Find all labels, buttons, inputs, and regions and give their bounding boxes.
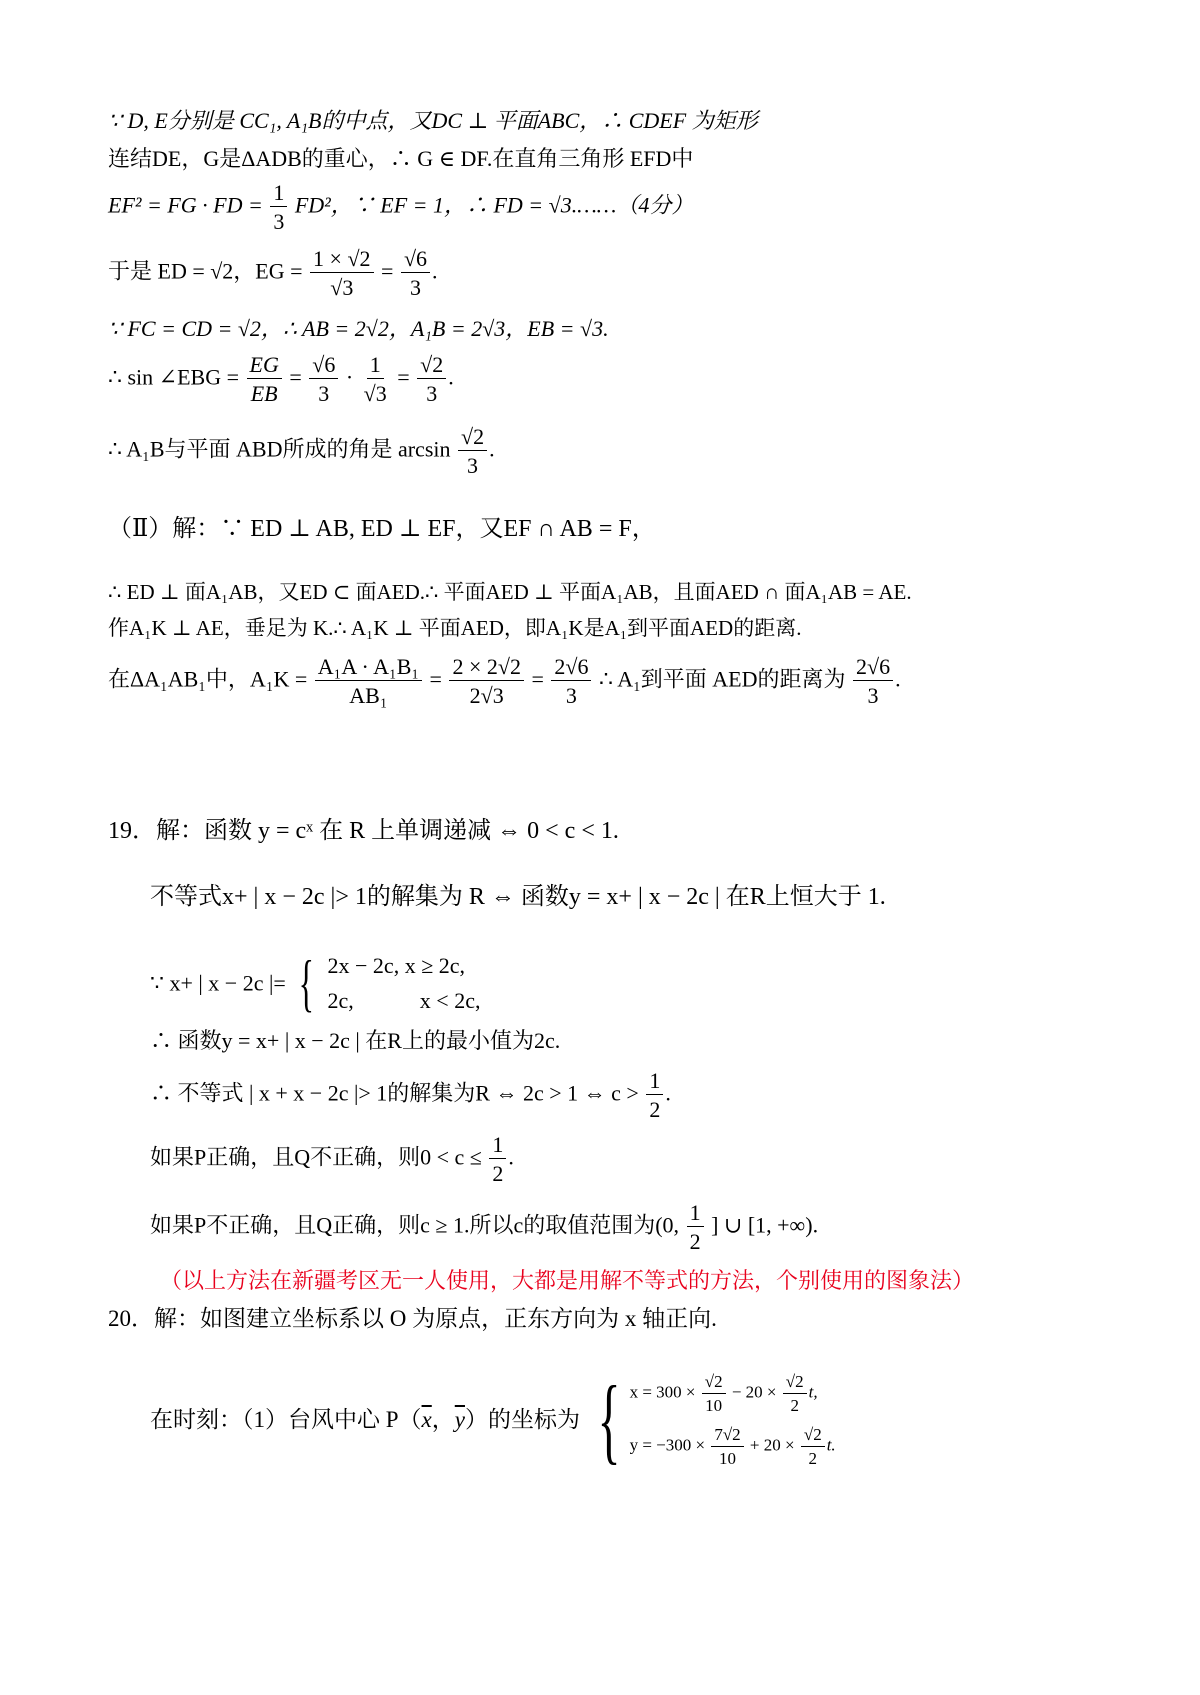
numerator: A₁A · A₁B₁ bbox=[315, 654, 422, 681]
formula-line: ∴ 不等式 | x + x − 2c |> 1的解集为R ⇔ 2c > 1 ⇔ c > $\frac{1}{2}$ . bbox=[150, 1068, 671, 1123]
numerator: √2 bbox=[458, 424, 487, 451]
denominator: 3 bbox=[467, 453, 479, 479]
numerator: 1 bbox=[646, 1068, 663, 1095]
formula-line: ∴ sin ∠EBG = $\frac{EG}{EB}$ = $\frac{√6}{3}$ · $\frac{1}{√3}$ = $\frac{√2}{3}$ . bbox=[108, 352, 454, 407]
denominator: EB bbox=[250, 381, 278, 407]
formula-text: + 20 × bbox=[749, 1435, 795, 1455]
formula-text: t, bbox=[808, 1382, 818, 1402]
formula-text: 如果P正确，且Q不正确，则0 < c ≤ bbox=[150, 1144, 482, 1170]
fraction bbox=[361, 352, 390, 407]
numerator: EG bbox=[247, 352, 282, 379]
formula-line: ∴ A₁B与平面 ABD所成的角是 arcsin $\frac{√2}{3}$ . bbox=[108, 424, 495, 479]
denominator: 2 bbox=[689, 1229, 701, 1255]
numerator: √2 bbox=[702, 1372, 726, 1394]
fraction bbox=[247, 352, 282, 407]
text-line: 连结DE，G是ΔADB的重心，∴ G ∈ DF.在直角三角形 EFD中 bbox=[108, 146, 694, 171]
fraction bbox=[309, 352, 338, 407]
brace: { bbox=[298, 947, 315, 1019]
fraction bbox=[646, 1068, 663, 1123]
numerator: 2√6 bbox=[853, 654, 893, 681]
numerator: 1 × √2 bbox=[310, 246, 373, 273]
numerator: 1 bbox=[687, 1200, 704, 1227]
formula-text: 在ΔA₁AB₁中，A₁K = bbox=[108, 666, 313, 692]
denominator: √3 bbox=[363, 381, 387, 407]
brace: { bbox=[597, 1366, 621, 1474]
formula-line bbox=[150, 1200, 818, 1255]
fraction bbox=[315, 654, 422, 709]
numerator: √2 bbox=[417, 352, 446, 379]
denominator: 3 bbox=[426, 381, 438, 407]
formula-text: ）的坐标为 bbox=[464, 1406, 580, 1432]
numerator: √2 bbox=[783, 1372, 807, 1394]
fraction bbox=[449, 654, 523, 709]
numerator: 7√2 bbox=[711, 1425, 743, 1447]
denominator: 10 bbox=[705, 1395, 723, 1415]
denominator: 3 bbox=[318, 381, 330, 407]
text-line: ∴ 函数y = x+ | x − 2c | 在R上的最小值为2c. bbox=[150, 1028, 561, 1053]
fraction bbox=[458, 424, 487, 479]
fraction bbox=[801, 1425, 825, 1468]
problem-19-header: 19．解：函数 y = cˣ 在 R 上单调递减 ⇔ 0 < c < 1. bbox=[108, 818, 619, 844]
fraction bbox=[783, 1372, 807, 1415]
y-equation bbox=[630, 1425, 836, 1468]
denominator: 3 bbox=[409, 275, 421, 301]
numerator: 1 bbox=[367, 352, 384, 379]
text-line: ∵ FC = CD = √2，∴ AB = 2√2，A₁B = 2√3，EB = √3. bbox=[108, 316, 609, 341]
denominator: 3 bbox=[867, 683, 879, 709]
fraction bbox=[270, 180, 287, 235]
x-equation bbox=[630, 1372, 836, 1415]
text-line: 作A₁K ⊥ AE，垂足为 K.∴ A₁K ⊥ 平面AED，即A₁K是A₁到平面AED的距离. bbox=[108, 616, 802, 640]
text-line: ∴ ED ⊥ 面A₁AB，又ED ⊂ 面AED.∴ 平面AED ⊥ 平面A₁AB，且面AED ∩ 面A₁AB = AE. bbox=[108, 580, 912, 604]
formula-text: ∴ A₁B与平面 ABD所成的角是 arcsin bbox=[108, 436, 451, 462]
fraction bbox=[853, 654, 893, 709]
numerator: √6 bbox=[309, 352, 338, 379]
x-bar: $\overline{x}$ bbox=[421, 1406, 432, 1432]
denominator: 2 bbox=[649, 1097, 661, 1123]
denominator: 3 bbox=[565, 683, 577, 709]
denominator: 10 bbox=[719, 1448, 736, 1468]
formula-text: EF² = FG · FD = bbox=[108, 192, 269, 218]
fraction bbox=[687, 1200, 704, 1255]
denominator: 2 bbox=[790, 1395, 799, 1415]
formula-text: − 20 × bbox=[731, 1382, 777, 1402]
piecewise-line bbox=[150, 948, 480, 1018]
piecewise-cases bbox=[328, 948, 481, 1018]
case-line: 2x − 2c, x ≥ 2c, bbox=[327, 953, 466, 978]
text-line: （Ⅱ）解：∵ ED ⊥ AB, ED ⊥ EF，又EF ∩ AB = F， bbox=[108, 516, 656, 542]
formula-line: 在ΔA₁AB₁中，A₁K = $\frac{\text{A₁A · A₁B₁}}{\text{AB₁}}$ = $\frac{2 \times 2√2}{2√3}$ = $\frac{2√6}{3}$ ∴ A₁到平面 AED的距离为 $\frac{2√6}{3}$ . bbox=[108, 654, 901, 709]
denominator: 3 bbox=[273, 209, 285, 235]
fraction bbox=[310, 246, 373, 301]
formula-text: ] ∪ [1, +∞). bbox=[711, 1212, 819, 1238]
text-line: ∵ D, E分别是 CC₁, A₁B的中点，又DC ⊥ 平面ABC，∴ CDEF 为矩形 bbox=[108, 108, 758, 133]
numerator: √2 bbox=[801, 1425, 825, 1447]
numerator: 2 × 2√2 bbox=[449, 654, 523, 681]
problem-20-header: 20．解：如图建立坐标系以 O 为原点，正东方向为 x 轴正向. bbox=[108, 1306, 717, 1331]
formula-text: 于是 ED = √2，EG = bbox=[108, 258, 309, 284]
formula-text: 在时刻：（1）台风中心 P（ bbox=[150, 1406, 422, 1432]
denominator: 2√3 bbox=[469, 683, 504, 709]
formula-line: 如果P正确，且Q不正确，则0 < c ≤ $\frac{1}{2}$ . bbox=[150, 1132, 514, 1187]
y-bar: $\overline{y}$ bbox=[454, 1406, 465, 1432]
formula-text: t. bbox=[826, 1435, 836, 1455]
numerator: √6 bbox=[401, 246, 430, 273]
denominator: 2 bbox=[492, 1161, 504, 1187]
formula-text: ∴ 不等式 | x + x − 2c |> 1的解集为R ⇔ 2c > 1 ⇔ c > bbox=[150, 1080, 639, 1106]
case-line: 2c, x < 2c, bbox=[327, 988, 481, 1014]
coordinate-system bbox=[630, 1372, 836, 1468]
fraction bbox=[417, 352, 446, 407]
denominator: AB₁ bbox=[349, 683, 388, 709]
comma: ， bbox=[431, 1406, 455, 1432]
numerator: 2√6 bbox=[551, 654, 591, 681]
formula-line bbox=[108, 180, 693, 235]
formula-text: 如果P不正确，且Q正确，则c ≥ 1.所以c的取值范围为(0, bbox=[150, 1212, 680, 1238]
fraction bbox=[489, 1132, 506, 1187]
red-note: （以上方法在新疆考区无一人使用，大都是用解不等式的方法，个别使用的图象法） bbox=[160, 1268, 975, 1293]
formula-text: FD²，∵ EF = 1，∴ FD = √3.……（4分） bbox=[294, 192, 694, 218]
formula-text: x = 300 × bbox=[629, 1382, 696, 1402]
numerator: 1 bbox=[489, 1132, 506, 1159]
formula-line: 于是 ED = √2，EG = $\frac{1 \times √2}{√3}$ = $\frac{√6}{3}$ . bbox=[108, 246, 438, 301]
denominator: √3 bbox=[330, 275, 354, 301]
coordinate-line bbox=[150, 1366, 836, 1474]
text-line: 不等式x+ | x − 2c |> 1的解集为 R ⇔ 函数y = x+ | x − 2c | 在R上恒大于 1. bbox=[150, 884, 886, 910]
formula-text: ∵ x+ | x − 2c |= bbox=[150, 970, 286, 996]
numerator: 1 bbox=[270, 180, 287, 207]
denominator: 2 bbox=[808, 1448, 818, 1468]
fraction bbox=[401, 246, 430, 301]
formula-text: ∴ sin ∠EBG = bbox=[108, 364, 245, 390]
fraction bbox=[702, 1372, 726, 1415]
formula-text: y = −300 × bbox=[629, 1435, 706, 1455]
fraction bbox=[711, 1425, 743, 1468]
fraction bbox=[551, 654, 591, 709]
formula-text: ∴ A₁到平面 AED的距离为 bbox=[598, 666, 846, 692]
